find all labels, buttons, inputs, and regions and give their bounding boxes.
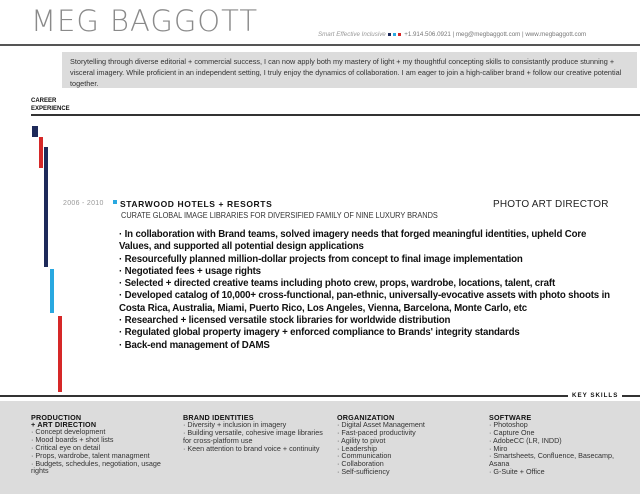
job-bullet: · Back-end management of DAMS bbox=[119, 339, 270, 351]
timeline-bar-red-long bbox=[58, 316, 62, 392]
skills-column-title: ORGANIZATION bbox=[337, 413, 395, 422]
accent-square-navy bbox=[388, 33, 391, 36]
timeline-bar-navy-top bbox=[32, 126, 38, 137]
job-role: PHOTO ART DIRECTOR bbox=[493, 199, 609, 210]
skills-title-line: PRODUCTION bbox=[31, 413, 82, 422]
skill-item: · AdobeCC (LR, INDD) bbox=[489, 435, 562, 445]
job-company: STARWOOD HOTELS + RESORTS bbox=[120, 199, 273, 209]
career-divider bbox=[31, 114, 640, 116]
career-label-line1: CAREER bbox=[31, 98, 57, 104]
skill-item: · Photoshop bbox=[489, 420, 528, 430]
header-divider bbox=[0, 44, 640, 46]
skill-item: · Smartsheets, Confluence, Basecamp, Asana bbox=[489, 451, 615, 469]
skill-item: · Agility to pivot bbox=[337, 435, 386, 445]
skill-item: · Mood boards + shot lists bbox=[31, 435, 114, 445]
skill-item: · Building versatile, cohesive image libraries for cross-platform use bbox=[183, 428, 323, 445]
skill-item: · Miro bbox=[489, 443, 508, 453]
skill-item: · Leadership bbox=[337, 443, 377, 453]
skill-item: · Fast-paced productivity bbox=[337, 428, 416, 437]
skill-item: · Keen attention to brand voice + continuity bbox=[183, 443, 320, 453]
skills-column-organization bbox=[337, 414, 477, 476]
skills-column-production bbox=[31, 414, 171, 475]
skill-item: · Diversity + inclusion in imagery bbox=[183, 420, 287, 430]
resume-name: MEG BAGGOTT bbox=[31, 4, 259, 38]
skills-column-software bbox=[489, 414, 619, 476]
skills-title-line: + ART DIRECTION bbox=[31, 420, 97, 430]
timeline-bar-navy-long bbox=[44, 147, 48, 267]
accent-square-red bbox=[398, 33, 401, 36]
skills-section-label: KEY SKILLS bbox=[568, 392, 622, 399]
summary-text: Storytelling through diverse editorial + commercial success, I can now apply both my mastery of light + my thoughtful concepting skills to consistantly produce stunning + visceral imagery. While proficient in an independent setting, I truly enjoy the dynamics of collaboration. I am eager to join a high-caliber brand + follow our creative potential together. bbox=[70, 57, 622, 88]
skill-item: · Digital Asset Management bbox=[337, 420, 425, 430]
skill-item: · G-Suite + Office bbox=[489, 466, 545, 476]
job-bullet: · Resourcefully planned million-dollar projects from concept to final image implementation bbox=[119, 253, 523, 265]
job-bullet: · Developed catalog of 10,000+ cross-functional, pan-ethnic, universally-evocative assets with photo shoots in Costa Rica, Australia, Miami, Puerto Rico, Los Angeles, Vienna, Barcelona, Monte Carlo, etc bbox=[119, 290, 610, 314]
job-bullet: · Researched + licensed versatile stock libraries for worldwide distribution bbox=[119, 315, 451, 327]
skill-item: · Budgets, schedules, negotiation, usage rights bbox=[31, 458, 161, 476]
skills-divider bbox=[0, 395, 640, 397]
skill-item: · Self-sufficiency bbox=[337, 466, 390, 476]
job-subtitle: CURATE GLOBAL IMAGE LIBRARIES FOR DIVERSIFIED FAMILY OF NINE LUXURY BRANDS bbox=[121, 211, 438, 220]
job-bullet: · Regulated global property imagery + enforced compliance to Brands' integrity standards bbox=[119, 327, 520, 339]
tagline: Smart Effective Inclusive bbox=[318, 31, 386, 38]
skill-item: · Communication bbox=[337, 451, 392, 461]
job-bullets bbox=[119, 229, 614, 352]
timeline-bar-blue bbox=[50, 269, 54, 313]
job-bullet: · In collaboration with Brand teams, solved imagery needs that forged meaningful identities, upheld Core Values, and supported all potential design applications bbox=[119, 229, 587, 253]
skill-item: · Props, wardrobe, talent managment bbox=[31, 450, 150, 460]
contact-details: +1.914.506.0921 | meg@megbaggott.com | www.megbaggott.com bbox=[404, 31, 587, 38]
skills-column-title: SOFTWARE bbox=[489, 413, 532, 422]
skills-column-title: BRAND IDENTITIES bbox=[183, 413, 254, 422]
contact-line bbox=[318, 31, 586, 38]
skills-column-title bbox=[31, 414, 171, 428]
job-bullet: · Negotiated fees + usage rights bbox=[119, 265, 261, 277]
skill-item: · Concept development bbox=[31, 427, 106, 437]
skills-column-brand bbox=[183, 414, 331, 452]
summary-box bbox=[62, 52, 637, 88]
company-bullet-icon bbox=[113, 200, 117, 204]
career-section-label bbox=[31, 97, 70, 113]
job-dates: 2006 - 2010 bbox=[63, 200, 104, 207]
skill-item: · Capture One bbox=[489, 428, 535, 437]
accent-square-blue bbox=[393, 33, 396, 36]
career-label-line2: EXPERIENCE bbox=[31, 106, 70, 112]
skill-item: · Critical eye on detail bbox=[31, 443, 101, 452]
skill-item: · Collaboration bbox=[337, 459, 384, 469]
timeline-bar-red-short bbox=[39, 137, 43, 168]
job-bullet: · Selected + directed creative teams including photo crew, props, wardrobe, locations, talent, craft bbox=[119, 278, 556, 290]
